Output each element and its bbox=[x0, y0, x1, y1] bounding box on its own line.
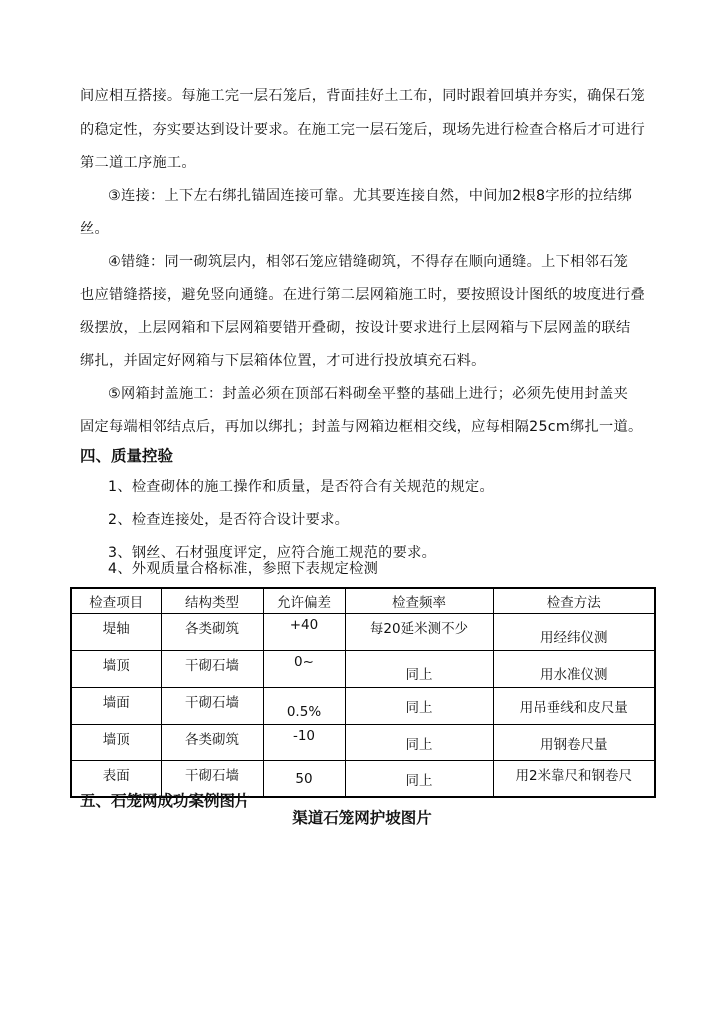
paragraph-line: 也应错缝搭接，避免竖向通缝。在进行第二层网箱施工时，要按照设计图纸的坡度进行叠 bbox=[80, 287, 646, 303]
table-cell: 表面 bbox=[71, 761, 161, 798]
list-item: 2、检查连接处，是否符合设计要求。 bbox=[108, 512, 350, 528]
paragraph-line: 级摆放，上层网箱和下层网箱要错开叠砌，按设计要求进行上层网箱与下层网盖的联结 bbox=[80, 320, 631, 336]
table-cell: 各类砌筑 bbox=[161, 725, 263, 761]
table-cell: 干砌石墙 bbox=[161, 688, 263, 725]
table-cell: 同上 bbox=[345, 688, 493, 725]
table-cell: 用水准仪测 bbox=[493, 651, 655, 688]
table-row bbox=[71, 651, 655, 688]
header-cell: 检查频率 bbox=[345, 588, 493, 614]
paragraph-line: 间应相互搭接。每施工完一层石笼后，背面挂好土工布，同时跟着回填并夯实，确保石笼 bbox=[80, 88, 646, 104]
header-cell: 允许偏差 bbox=[263, 588, 345, 614]
table-cell: -10 bbox=[263, 725, 345, 761]
table-cell: 50 bbox=[263, 761, 345, 798]
paragraph-line: 丝。 bbox=[80, 221, 109, 237]
table-cell: 堤轴 bbox=[71, 614, 161, 651]
paragraph-line: 的稳定性，夯实要达到设计要求。在施工完一层石笼后，现场先进行检查合格后才可进行 bbox=[80, 122, 646, 138]
header-cell: 检查方法 bbox=[493, 588, 655, 614]
table-cell: 用钢卷尺量 bbox=[493, 725, 655, 761]
table-cell: 用2米靠尺和钢卷尺 bbox=[493, 761, 655, 798]
table-cell: 同上 bbox=[345, 651, 493, 688]
table-cell: 墙面 bbox=[71, 688, 161, 725]
list-item: 1、检查砌体的施工操作和质量，是否符合有关规范的规定。 bbox=[108, 479, 495, 495]
table-cell: 用经纬仪测 bbox=[493, 614, 655, 651]
paragraph-line: ③连接：上下左右绑扎锚固连接可靠。尤其要连接自然，中间加2根8字形的拉结绑 bbox=[108, 188, 633, 204]
header-cell: 检查项目 bbox=[71, 588, 161, 614]
table-cell: 0~ bbox=[263, 651, 345, 688]
figure-title: 渠道石笼网护坡图片 bbox=[292, 809, 432, 827]
header-cell: 结构类型 bbox=[161, 588, 263, 614]
table-row bbox=[71, 614, 655, 651]
list-item: 4、外观质量合格标准，参照下表规定检测 bbox=[108, 561, 379, 577]
table-cell: 同上 bbox=[345, 761, 493, 798]
table-cell: 同上 bbox=[345, 725, 493, 761]
table-cell: 墙顶 bbox=[71, 651, 161, 688]
table-cell: 各类砌筑 bbox=[161, 614, 263, 651]
table-row bbox=[71, 688, 655, 725]
paragraph-line: ⑤网箱封盖施工：封盖必须在顶部石料砌垒平整的基础上进行；必须先使用封盖夹 bbox=[108, 386, 629, 402]
table-cell: 每20延米测不少 bbox=[345, 614, 493, 651]
section-heading-cases: 五、石笼网成功案例图片 bbox=[80, 792, 251, 810]
table-cell: 0.5% bbox=[263, 688, 345, 725]
table-cell: 干砌石墙 bbox=[161, 761, 263, 798]
paragraph-line: 第二道工序施工。 bbox=[80, 155, 196, 171]
table-header-row bbox=[71, 588, 655, 614]
paragraph-line: 绑扎，并固定好网箱与下层箱体位置，才可进行投放填充石料。 bbox=[80, 353, 486, 369]
section-heading-quality: 四、质量控验 bbox=[80, 447, 174, 465]
quality-table bbox=[70, 587, 656, 798]
list-item: 3、钢丝、石材强度评定，应符合施工规范的要求。 bbox=[108, 545, 437, 561]
paragraph-line: ④错缝：同一砌筑层内，相邻石笼应错缝砌筑，不得存在顺向通缝。上下相邻石笼 bbox=[108, 254, 629, 270]
table-row bbox=[71, 725, 655, 761]
table-cell: 用吊垂线和皮尺量 bbox=[493, 688, 655, 725]
table-cell: +40 bbox=[263, 614, 345, 651]
paragraph-line: 固定每端相邻结点后，再加以绑扎；封盖与网箱边框相交线，应每相隔25cm绑扎一道。 bbox=[80, 419, 643, 435]
table-cell: 干砌石墙 bbox=[161, 651, 263, 688]
table-cell: 墙顶 bbox=[71, 725, 161, 761]
